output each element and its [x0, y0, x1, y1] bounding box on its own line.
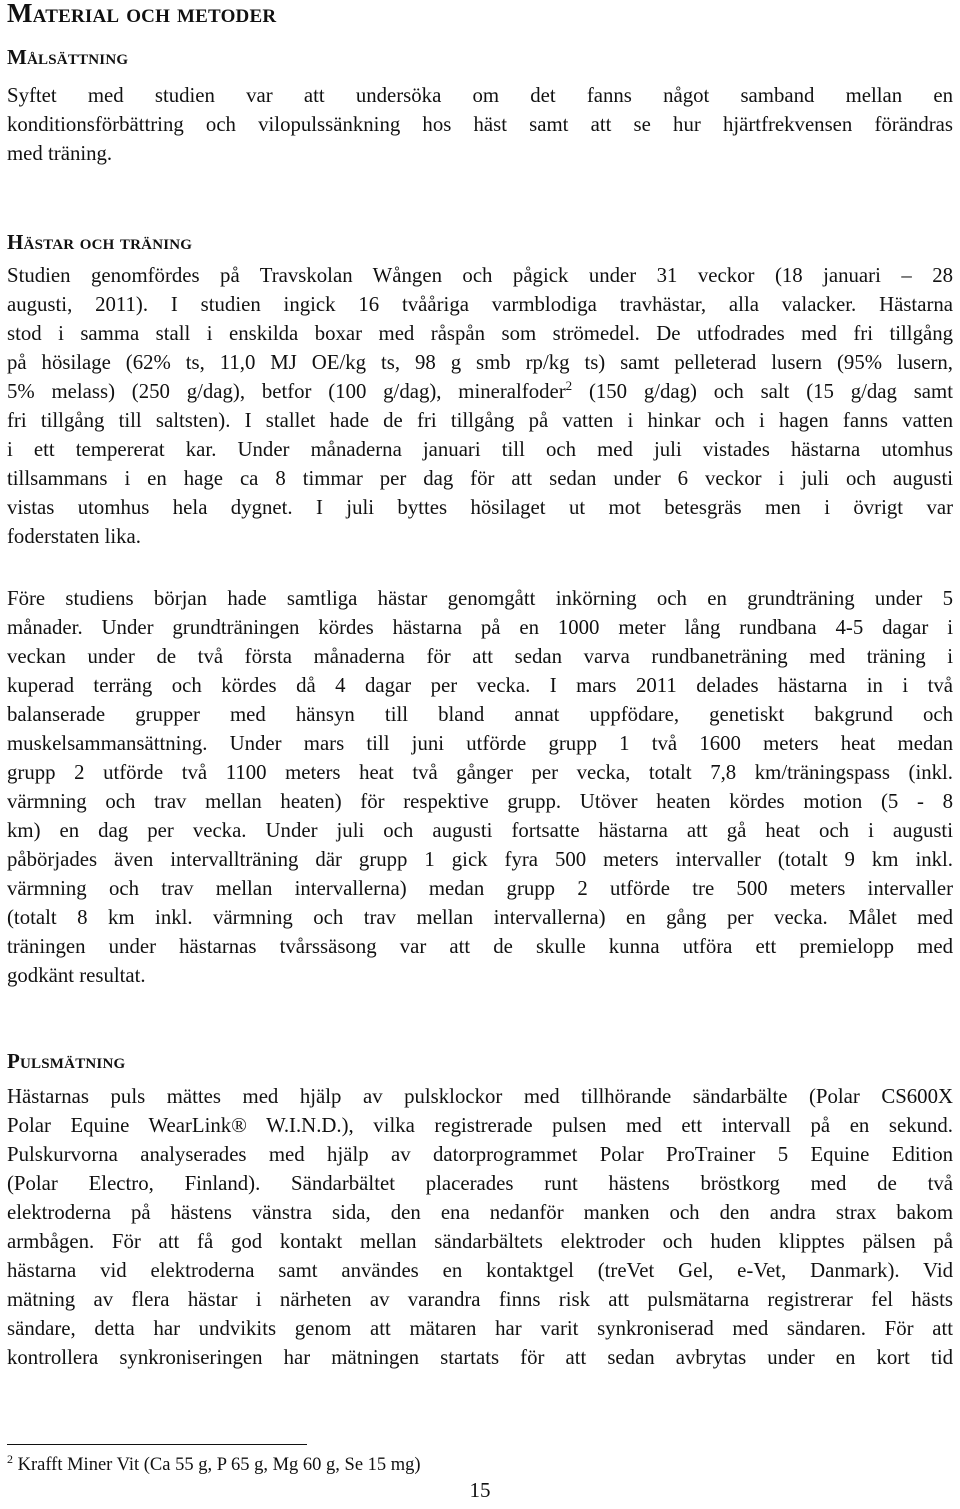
text-line: Polar Equine WearLink® W.I.N.D.), vilka registrerade pulsen med ett intervall på en sekund. — [7, 1114, 953, 1137]
text-line: med träning. — [7, 142, 113, 165]
text-line: elektroderna på hästens vänstra sida, den ena nedanför manken och den andra strax bakom — [7, 1201, 953, 1224]
text-line: värmning och trav mellan intervallerna) medan grupp 2 utförde tre 500 meters intervaller — [7, 877, 953, 900]
paragraph-hastar — [7, 261, 953, 551]
text-line: på hösilage (62% ts, 11,0 MJ OE/kg ts, 98 g smb rp/kg ts) samt pelleterad lusern (95% lusern, — [7, 351, 953, 374]
footnote-separator — [7, 1444, 307, 1445]
text-line: grupp 2 utförde två 1100 meters heat två gånger per vecka, totalt 7,8 km/träningspass (inkl. — [7, 761, 953, 784]
text-line: Pulskurvorna analyserades med hjälp av datorprogrammet Polar ProTrainer 5 Equine Edition — [7, 1143, 953, 1166]
text-line: kuperad terräng och kördes då 4 dagar per vecka. I mars 2011 delades hästarna in i två — [7, 674, 953, 697]
text-line: månader. Under grundträningen kördes hästarna på en 1000 meter lång rundbana 4-5 dagar i — [7, 616, 953, 639]
text-line: stod i samma stall i enskilda boxar med råspån som strömedel. De utfodrades med fri tillgång — [7, 322, 953, 345]
text-line: (totalt 8 km inkl. värmning och trav mellan intervallerna) en gång per vecka. Målet med — [7, 906, 953, 929]
text-line: muskelsammansättning. Under mars till juni utförde grupp 1 två 1600 meters heat medan — [7, 732, 953, 755]
text-line: augusti, 2011). I studien ingick 16 tvååriga varmblodiga travhästar, alla valacker. Hästarna — [7, 293, 953, 316]
text-line: vistas utomhus hela dygnet. I juli byttes hösilaget ut mot betesgräs men i övrigt var — [7, 496, 953, 519]
paragraph-pulsmatning — [7, 1082, 953, 1372]
text-line: veckan under de två första månaderna för att sedan varva rundbaneträning med träning i — [7, 645, 953, 668]
text-fragment: 5% melass) (250 g/dag), betfor (100 g/dag), mineralfoder — [7, 380, 566, 403]
paragraph-traning — [7, 584, 953, 990]
text-line: fri tillgång till saltsten). I stallet hade de fri tillgång på vatten i hinkar och i hagen fanns vatten — [7, 409, 953, 432]
text-line: kontrollera synkroniseringen har mätningen startats för att sedan avbrytas under en kort tid — [7, 1346, 953, 1369]
text-line: Före studiens början hade samtliga hästar genomgått inkörning och en grundträning under 5 — [7, 587, 953, 610]
text-line: värmning och trav mellan heaten) för respektive grupp. Utöver heaten kördes motion (5 - 8 — [7, 790, 953, 813]
text-line-with-footnote-ref — [7, 377, 953, 406]
text-line: påbörjades även intervallträning där grupp 1 gick fyra 500 meters intervaller (totalt 9 km inkl. — [7, 848, 953, 871]
section-heading-hastar-och-traning: Hästar och träning — [7, 230, 193, 254]
chapter-heading: Material och metoder — [7, 0, 277, 28]
footnote-marker: 2 — [7, 1452, 13, 1466]
text-line: foderstaten lika. — [7, 525, 141, 548]
text-line: i ett tempererat kar. Under månaderna januari till och med juli vistades hästarna utomhus — [7, 438, 953, 461]
text-line: sändare, detta har undvikits genom att mätaren har varit synkroniserad med sändaren. För att — [7, 1317, 953, 1340]
text-line: tillsammans i en hage ca 8 timmar per dag för att sedan under 6 veckor i juli och augusti — [7, 467, 953, 490]
text-line: Syftet med studien var att undersöka om det fanns något samband mellan en — [7, 84, 953, 107]
text-line: konditionsförbättring och vilopulssänkning hos häst samt att se hur hjärtfrekvensen förändras — [7, 113, 953, 136]
paragraph-malsattning — [7, 81, 953, 168]
text-line: Studien genomfördes på Travskolan Wången och pågick under 31 veckor (18 januari – 28 — [7, 264, 953, 287]
text-line: godkänt resultat. — [7, 964, 146, 987]
text-line: balanserade grupper med hänsyn till bland annat uppfödare, genetiskt bakgrund och — [7, 703, 953, 726]
text-fragment: (150 g/dag) och salt (15 g/dag samt — [572, 380, 953, 403]
text-line: hästarna vid elektroderna samt användes en kontaktgel (treVet Gel, e-Vet, Danmark). Vid — [7, 1259, 953, 1282]
footnote — [7, 1452, 421, 1476]
section-heading-pulsmatning: Pulsmätning — [7, 1049, 126, 1073]
text-line: mätning av flera hästar i närheten av varandra finns risk att pulsmätarna registrerar fel hästs — [7, 1288, 953, 1311]
page-number: 15 — [469, 1478, 491, 1502]
text-line: (Polar Electro, Finland). Sändarbältet placerades runt hästens bröstkorg med de två — [7, 1172, 953, 1195]
text-line: Hästarnas puls mättes med hjälp av pulsklockor med tillhörande sändarbälte (Polar CS600X — [7, 1085, 953, 1108]
footnote-reference: 2 — [565, 378, 573, 393]
text-line: km) en dag per vecka. Under juli och augusti fortsatte hästarna att gå heat och i augusti — [7, 819, 953, 842]
footnote-text: Krafft Miner Vit (Ca 55 g, P 65 g, Mg 60 g, Se 15 mg) — [13, 1455, 421, 1475]
text-line: träningen under hästarnas tvårssäsong var att de skulle kunna utföra ett premielopp med — [7, 935, 953, 958]
section-heading-malsattning: Målsättning — [7, 45, 129, 69]
text-line: armbågen. För att få god kontakt mellan sändarbältets elektroder och huden klipptes pälsen på — [7, 1230, 953, 1253]
